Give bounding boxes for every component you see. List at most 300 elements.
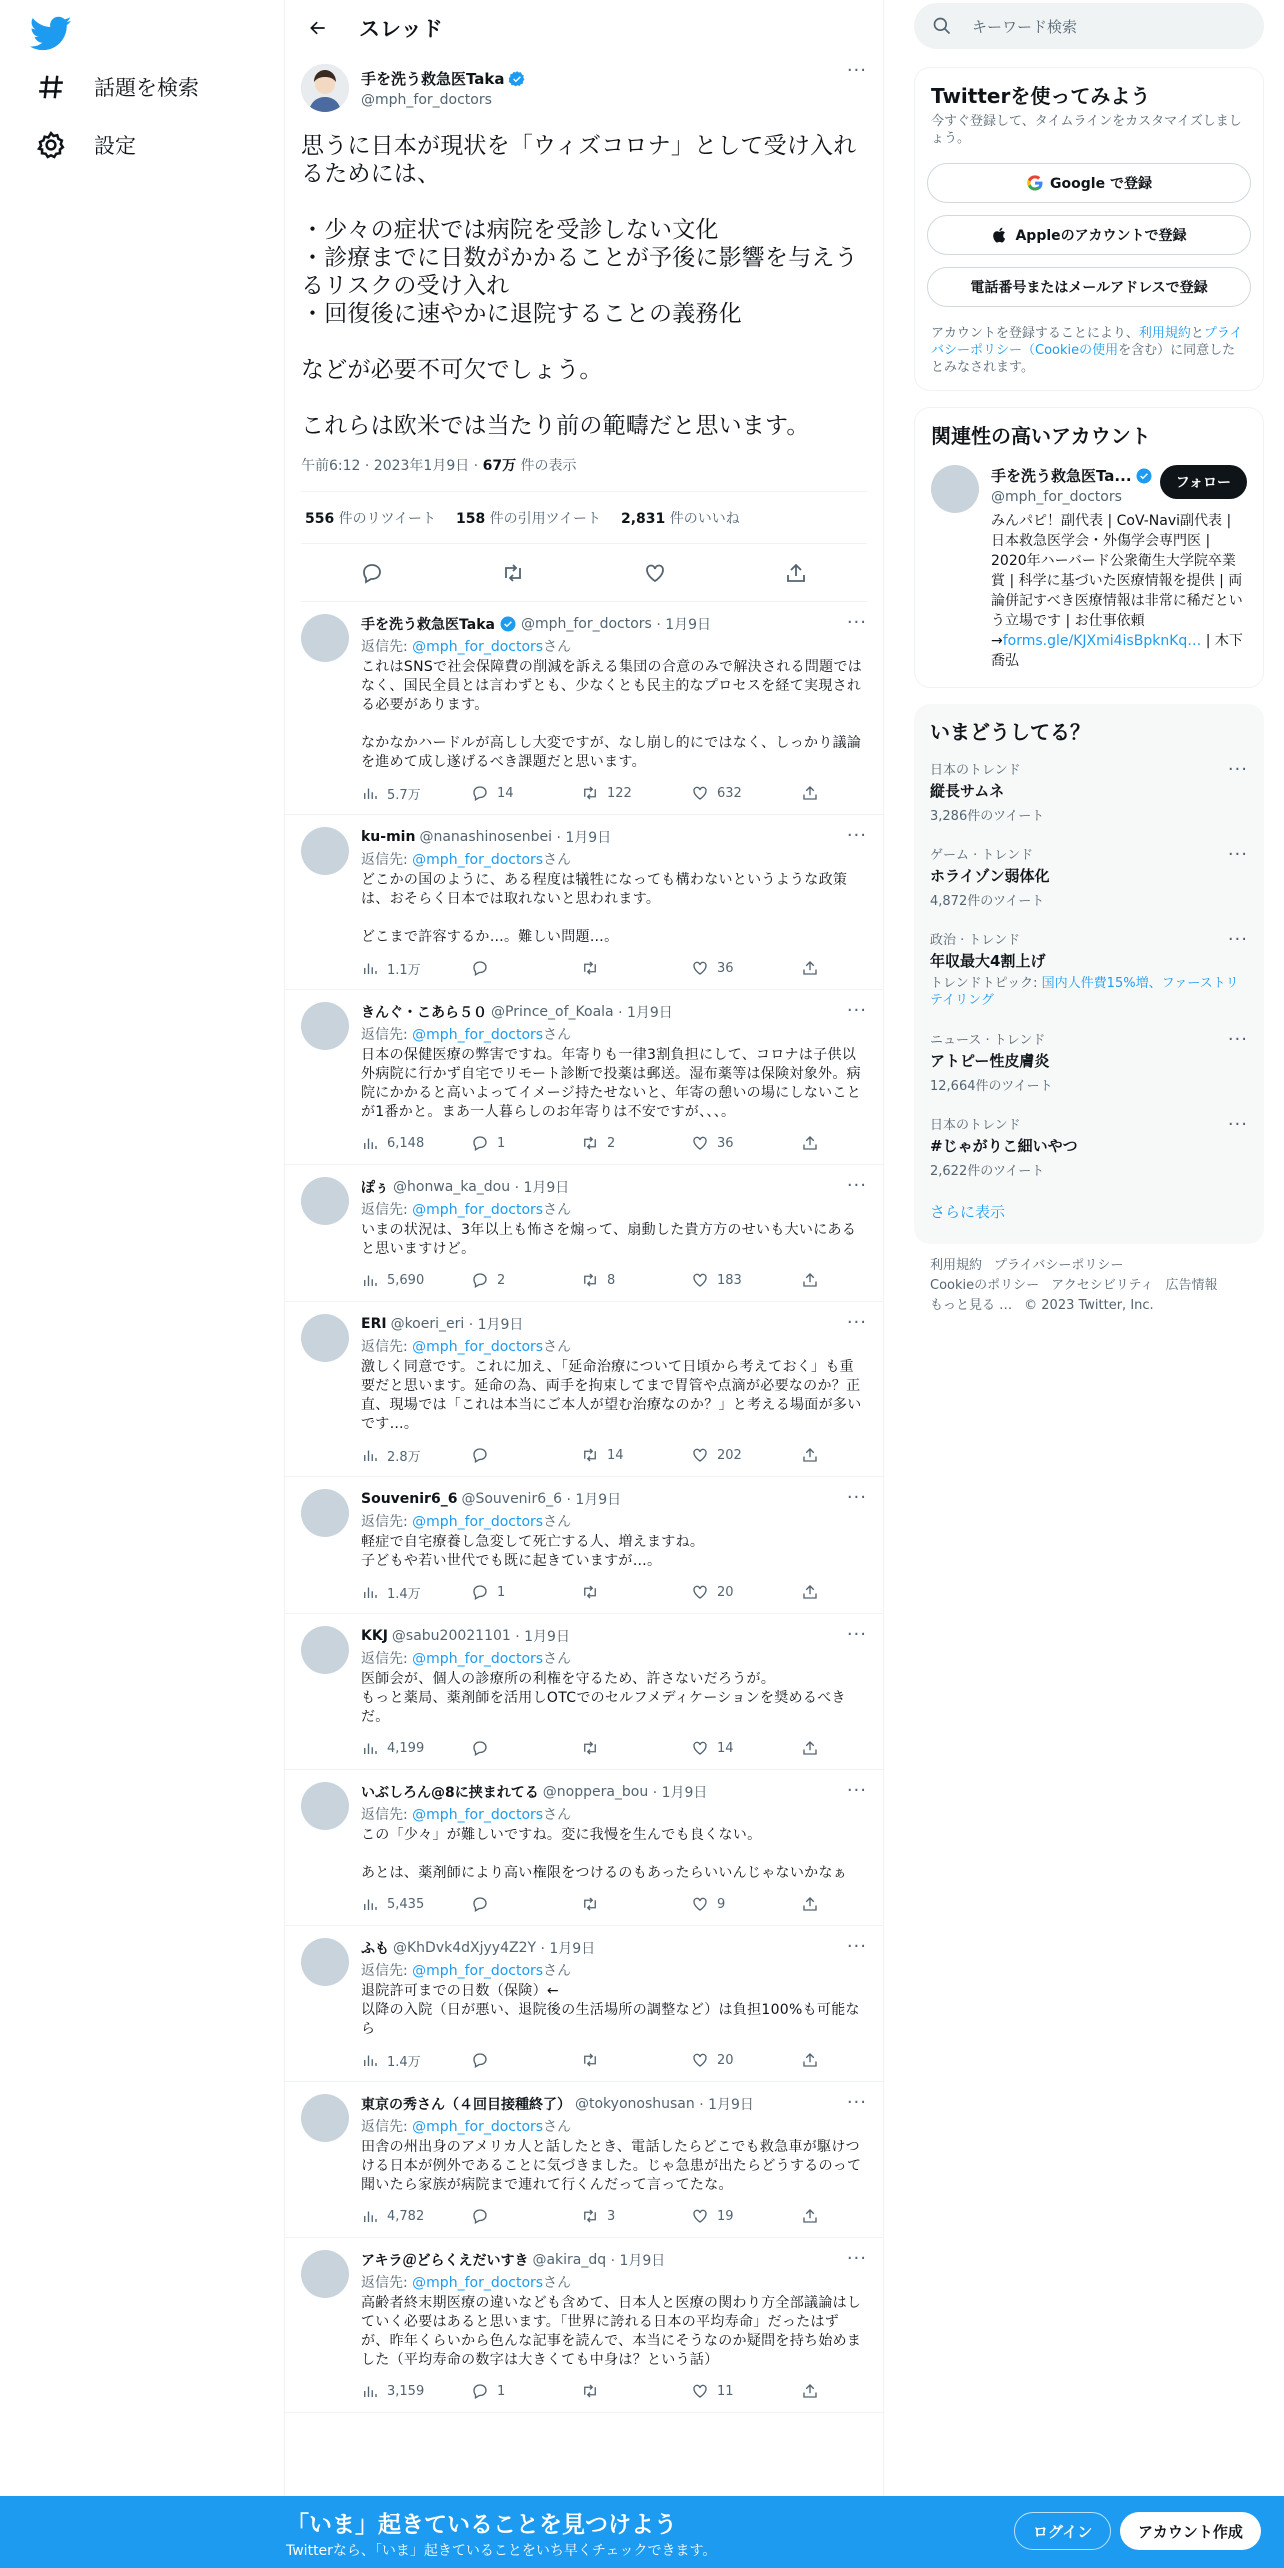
search-placeholder: キーワード検索 xyxy=(972,17,1078,36)
reply-author-name[interactable]: ERI xyxy=(361,1316,387,1332)
reply-to: 返信先: @mph_for_doctorsさん xyxy=(361,1514,572,1530)
views-action[interactable]: 4,782 xyxy=(361,2207,471,2225)
reply-action[interactable] xyxy=(471,2207,581,2225)
retweet-action[interactable]: 8 xyxy=(581,1271,691,1289)
reply-actions xyxy=(361,1122,867,1164)
reply-icon xyxy=(471,1739,489,1757)
views-action[interactable]: 5,435 xyxy=(361,1895,471,1913)
reply-actions xyxy=(361,1883,867,1925)
share-icon xyxy=(801,2051,819,2069)
reply-to-link[interactable]: @mph_for_doctors xyxy=(412,1963,544,1979)
related-accounts-card xyxy=(914,407,1264,688)
reply-author-name[interactable]: きんぐ・こあら５０ xyxy=(361,1005,487,1021)
retweet-icon xyxy=(581,2382,599,2400)
trend-item[interactable] xyxy=(930,1019,1248,1104)
reply-action[interactable]: 1 xyxy=(471,1134,581,1152)
trend-topic: トレンドトピック: 国内人件費15%増、ファーストリテイリング xyxy=(930,976,1239,1008)
nav-settings[interactable] xyxy=(26,119,146,171)
footer-link[interactable]: Cookieのポリシー xyxy=(930,1278,1040,1293)
signup-button[interactable]: アカウント作成 xyxy=(1120,2512,1261,2550)
reply-text: 退院許可までの日数（保険）← 以降の入院（日が悪い、退院後の生活場所の調整など）は負担100%も可能なら xyxy=(361,1983,860,2037)
share-action[interactable] xyxy=(801,2207,841,2225)
retweet-action[interactable] xyxy=(581,2382,691,2400)
reply-icon xyxy=(471,1271,489,1289)
reply-actions xyxy=(361,1727,867,1769)
reply-text: これはSNSで社会保障費の削減を訴える集団の合意のみで解決される問題ではなく、国民全員とは言わずとも、少なくとも民主的なプロセスを経て実現される必要があります。 なかなかハードルが高しし大変ですが、なし崩し的にではなく、しっかり議論を進めて成し遂げるべき課題だと思います。 xyxy=(361,659,863,770)
author-name[interactable]: 手を洗う救急医Taka xyxy=(361,70,505,88)
retweet-action[interactable]: 14 xyxy=(581,1446,691,1464)
apple-icon xyxy=(991,226,1009,244)
retweet-action[interactable]: 3 xyxy=(581,2207,691,2225)
signup-title: Twitterを使ってみよう xyxy=(931,84,1151,108)
reply-icon xyxy=(471,1583,489,1601)
reply-tweet[interactable] xyxy=(285,2238,883,2413)
like-icon xyxy=(691,1583,709,1601)
like-action[interactable]: 20 xyxy=(691,1583,801,1601)
avatar[interactable] xyxy=(301,827,349,875)
follow-button[interactable]: フォロー xyxy=(1160,465,1247,499)
retweet-action[interactable] xyxy=(581,1739,691,1757)
trend-item[interactable] xyxy=(930,1104,1248,1189)
trend-item[interactable] xyxy=(930,749,1248,834)
retweet-icon[interactable] xyxy=(501,561,525,585)
like-action[interactable]: 11 xyxy=(691,2382,801,2400)
trend-name: アトピー性皮膚炎 xyxy=(930,1052,1050,1070)
reply-author-name[interactable]: Souvenir6_6 xyxy=(361,1491,458,1507)
like-icon xyxy=(691,1271,709,1289)
analytics-icon xyxy=(361,1583,379,1601)
author-handle[interactable]: @mph_for_doctors xyxy=(361,92,492,108)
trend-name: 年収最大4割上げ xyxy=(930,952,1046,970)
reply-to-link[interactable]: @mph_for_doctors xyxy=(412,1339,544,1355)
search-input[interactable] xyxy=(914,3,1264,49)
privacy-link[interactable]: プライバシーポリシー（Cookieの使用 xyxy=(931,326,1243,358)
reply-text: 日本の保健医療の弊害ですね。年寄りも一律3割負担にして、コロナは子供以外病院に行かず自宅でリモート診断で投薬は郵送。湿布薬等は保険対象外。病院にかかると高いよってイメージ持たせないと、年寄の憩いの場にしないことが1番かと。まあ一人暮らしのお年寄りは不安ですが、、、。 xyxy=(361,1047,862,1120)
avatar[interactable] xyxy=(301,614,349,662)
reply-text: いまの状況は、3年以上も怖さを煽って、扇動した貴方方のせいも大いにあると思いますけど。 xyxy=(361,1222,857,1257)
share-action[interactable] xyxy=(801,959,841,977)
reply-handle[interactable]: @mph_for_doctors xyxy=(520,616,652,632)
google-icon xyxy=(1026,174,1044,192)
trend-count: 4,872件のツイート xyxy=(930,894,1045,909)
reply-to-link[interactable]: @mph_for_doctors xyxy=(412,852,544,868)
avatar[interactable] xyxy=(301,1314,349,1362)
share-action[interactable] xyxy=(801,2051,841,2069)
like-action[interactable]: 202 xyxy=(691,1446,801,1464)
retweet-icon xyxy=(581,1583,599,1601)
reply-actions xyxy=(361,1571,867,1613)
reply-date[interactable]: · 1月9日 xyxy=(652,1785,708,1801)
reply-to: 返信先: @mph_for_doctorsさん xyxy=(361,1202,572,1218)
share-icon xyxy=(801,1134,819,1152)
reply-to-link[interactable]: @mph_for_doctors xyxy=(412,1027,544,1043)
retweet-action[interactable]: 122 xyxy=(581,784,691,802)
views-action[interactable]: 1.4万 xyxy=(361,1583,471,1602)
focused-tweet xyxy=(285,56,883,602)
reply-actions xyxy=(361,772,867,814)
reply-author-name[interactable]: ぽぅ xyxy=(361,1180,389,1196)
footer-links xyxy=(914,1256,1264,1316)
analytics-icon xyxy=(361,1446,379,1464)
like-action[interactable]: 19 xyxy=(691,2207,801,2225)
avatar[interactable] xyxy=(301,64,349,112)
like-icon xyxy=(691,2051,709,2069)
share-action[interactable] xyxy=(801,784,841,802)
reply-date[interactable]: · 1月9日 xyxy=(540,1941,596,1957)
reply-tweet[interactable] xyxy=(285,815,883,990)
reply-tweet[interactable] xyxy=(285,1926,883,2082)
reply-tweet[interactable] xyxy=(285,1302,883,1477)
reply-handle[interactable]: @Souvenir6_6 xyxy=(461,1491,563,1507)
reply-handle[interactable]: @noppera_bou xyxy=(542,1784,649,1800)
reply-date[interactable]: · 1月9日 xyxy=(514,1180,570,1196)
avatar[interactable] xyxy=(301,1626,349,1674)
reply-icon xyxy=(471,784,489,802)
reply-to-link[interactable]: @mph_for_doctors xyxy=(412,639,544,655)
more-options-icon[interactable]: ··· xyxy=(846,1175,867,1196)
share-icon xyxy=(801,1739,819,1757)
more-options-icon[interactable]: ··· xyxy=(1227,1114,1248,1135)
reply-handle[interactable]: @honwa_ka_dou xyxy=(393,1179,511,1195)
share-icon xyxy=(801,1271,819,1289)
avatar[interactable] xyxy=(301,1782,349,1830)
reply-to-link[interactable]: @mph_for_doctors xyxy=(412,1807,544,1823)
more-options-icon[interactable]: ··· xyxy=(1227,759,1248,780)
related-name[interactable]: 手を洗う救急医Ta... xyxy=(991,467,1132,485)
more-options-icon[interactable]: ··· xyxy=(846,1780,867,1801)
more-options-icon[interactable]: ··· xyxy=(846,1312,867,1333)
reply-tweet[interactable] xyxy=(285,990,883,1165)
reply-handle[interactable]: @tokyonoshusan xyxy=(575,2096,695,2112)
analytics-icon xyxy=(361,2382,379,2400)
like-action[interactable]: 36 xyxy=(691,959,801,977)
reply-actions xyxy=(361,2039,867,2081)
tweet-meta xyxy=(301,455,867,492)
reply-icon xyxy=(471,959,489,977)
share-icon xyxy=(801,1895,819,1913)
like-icon xyxy=(691,959,709,977)
trend-category: 政治 · トレンド xyxy=(930,933,1021,948)
reply-icon[interactable] xyxy=(360,561,384,585)
share-action[interactable] xyxy=(801,1271,841,1289)
reply-date[interactable]: · 1月9日 xyxy=(656,617,712,633)
reply-tweet[interactable] xyxy=(285,1614,883,1770)
retweet-icon xyxy=(581,784,599,802)
share-icon[interactable] xyxy=(784,561,808,585)
analytics-icon xyxy=(361,2207,379,2225)
verified-badge-icon xyxy=(508,70,526,88)
like-action[interactable]: 14 xyxy=(691,1739,801,1757)
nav-explore[interactable] xyxy=(26,61,209,113)
reply-tweet[interactable] xyxy=(285,2082,883,2238)
reply-action[interactable] xyxy=(471,959,581,977)
reply-action[interactable]: 2 xyxy=(471,1271,581,1289)
reply-to: 返信先: @mph_for_doctorsさん xyxy=(361,1963,572,1979)
more-options-icon[interactable]: ··· xyxy=(846,1487,867,1508)
avatar[interactable] xyxy=(301,1177,349,1225)
retweets-stat[interactable]: 556 件のリツイート xyxy=(305,510,436,527)
share-action[interactable] xyxy=(801,1895,841,1913)
bio-link[interactable]: forms.gle/KJXmi4isBpknKq… xyxy=(1002,633,1202,649)
reply-tweet[interactable] xyxy=(285,602,883,815)
like-action[interactable]: 632 xyxy=(691,784,801,802)
trend-category: 日本のトレンド xyxy=(930,763,1021,778)
reply-handle[interactable]: @nanashinosenbei xyxy=(419,829,553,845)
reply-actions xyxy=(361,947,867,989)
reply-date[interactable]: · 1月9日 xyxy=(610,2253,666,2269)
footer-link[interactable]: プライバシーポリシー xyxy=(994,1258,1124,1273)
reply-action[interactable]: 14 xyxy=(471,784,581,802)
like-icon[interactable] xyxy=(643,561,667,585)
reply-text: 激しく同意です。これに加え、「延命治療について日頃から考えておく」も重要だと思います。延命の為、両手を拘束してまで胃管や点滴が必要なのか？正直、現場では「これは本当にご本人が望む治療なのか？」と考える場面が多いです…。 xyxy=(361,1359,862,1432)
reply-to-link[interactable]: @mph_for_doctors xyxy=(412,2275,544,2291)
related-bio: みんパピ！副代表 | CoV-Navi副代表 | 日本救急医学会・外傷学会専門医 | 2020年ハーバード公衆衛生大学院卒業賞 | 科学に基づいた医療情報を提供 | 両論併記すべき医療情報は非常に稀だという立場です | お仕事依頼→forms.gle/KJXmi4isBpknKq… | 木下喬弘 xyxy=(991,513,1243,669)
reply-tweet[interactable] xyxy=(285,1165,883,1302)
views-action[interactable]: 5,690 xyxy=(361,1271,471,1289)
share-action[interactable] xyxy=(801,1446,841,1464)
avatar[interactable] xyxy=(301,2094,349,2142)
terms-link[interactable]: 利用規約 xyxy=(1138,326,1191,341)
trend-name: ホライゾン弱体化 xyxy=(930,867,1050,885)
footer-link[interactable]: アクセシビリティ xyxy=(1051,1278,1154,1293)
reply-icon xyxy=(471,1895,489,1913)
phone-email-signup-button[interactable]: 電話番号またはメールアドレスで登録 xyxy=(927,267,1251,307)
avatar[interactable] xyxy=(301,2250,349,2298)
login-button[interactable]: ログイン xyxy=(1014,2512,1111,2550)
reply-action[interactable] xyxy=(471,1895,581,1913)
more-options-icon[interactable]: ··· xyxy=(846,1000,867,1021)
related-account[interactable] xyxy=(931,465,1247,671)
reply-to: 返信先: @mph_for_doctorsさん xyxy=(361,2275,572,2291)
share-action[interactable] xyxy=(801,1583,841,1601)
tweet-text: 思うに日本が現状を「ウィズコロナ」として受け入れるためには、 ・少々の症状では病院を受診しない文化 ・診療までに日数がかかることが予後に影響を与えうるリスクの受け入れ ・回復後に速やかに退院することの義務化 などが必要不可欠でしょう。 これらは欧米では当たり前の範疇だと思います。 xyxy=(301,133,858,439)
share-icon xyxy=(801,1583,819,1601)
retweet-icon xyxy=(581,1895,599,1913)
trend-item[interactable] xyxy=(930,919,1248,1019)
share-action[interactable] xyxy=(801,1739,841,1757)
reply-actions xyxy=(361,2195,867,2237)
avatar[interactable] xyxy=(301,1002,349,1050)
like-icon xyxy=(691,2382,709,2400)
reply-to: 返信先: @mph_for_doctorsさん xyxy=(361,2119,572,2135)
retweet-icon xyxy=(581,959,599,977)
related-handle[interactable]: @mph_for_doctors xyxy=(991,489,1122,505)
reply-action[interactable]: 1 xyxy=(471,1583,581,1601)
footer-link[interactable]: 広告情報 xyxy=(1165,1278,1218,1293)
analytics-icon xyxy=(361,1895,379,1913)
reply-date[interactable]: · 1月9日 xyxy=(556,830,612,846)
more-options-icon[interactable]: ··· xyxy=(846,825,867,846)
share-icon xyxy=(801,959,819,977)
trend-item[interactable] xyxy=(930,834,1248,919)
avatar[interactable] xyxy=(931,465,979,513)
trend-count: 3,286件のツイート xyxy=(930,809,1045,824)
avatar[interactable] xyxy=(301,1938,349,1986)
footer-link[interactable]: もっと見る … xyxy=(930,1298,1013,1313)
like-icon xyxy=(691,1895,709,1913)
quotes-stat[interactable]: 158 件の引用ツイート xyxy=(455,510,601,527)
reply-handle[interactable]: @sabu20021101 xyxy=(391,1628,511,1644)
trend-category: 日本のトレンド xyxy=(930,1118,1021,1133)
more-options-icon[interactable]: ··· xyxy=(846,60,867,81)
reply-to: 返信先: @mph_for_doctorsさん xyxy=(361,1651,572,1667)
retweet-action[interactable] xyxy=(581,1895,691,1913)
like-icon xyxy=(691,1739,709,1757)
search-icon xyxy=(932,16,952,36)
reply-author-name[interactable]: アキラ＠どらくえだいすき xyxy=(361,2253,529,2269)
reply-date[interactable]: · 1月9日 xyxy=(566,1492,622,1508)
reply-text: 医師会が、個人の診療所の利権を守るため、許さないだろうが。 もっと薬局、薬剤師を活用しOTCでのセルフメディケーションを奨めるべきだ。 xyxy=(361,1671,846,1725)
analytics-icon xyxy=(361,1739,379,1757)
reply-handle[interactable]: @Prince_of_Koala xyxy=(491,1004,614,1020)
reply-tweet[interactable] xyxy=(285,1477,883,1614)
reply-actions xyxy=(361,1434,867,1476)
more-options-icon[interactable]: ··· xyxy=(846,1936,867,1957)
more-options-icon[interactable]: ··· xyxy=(846,2248,867,2269)
views-action[interactable]: 1.1万 xyxy=(361,959,471,978)
tweet-stats xyxy=(301,492,867,544)
footer-link[interactable]: 利用規約 xyxy=(930,1258,983,1273)
reply-handle[interactable]: @akira_dq xyxy=(532,2252,607,2268)
main-column xyxy=(284,0,884,2568)
analytics-icon xyxy=(361,2051,379,2069)
thread-header xyxy=(285,0,883,56)
views-count: 67万 xyxy=(482,458,517,474)
retweet-action[interactable] xyxy=(581,959,691,977)
reply-icon xyxy=(471,1446,489,1464)
retweet-icon xyxy=(581,1271,599,1289)
reply-date[interactable]: · 1月9日 xyxy=(699,2097,754,2113)
reply-author-name[interactable]: ふも xyxy=(361,1941,389,1957)
nav-settings-label: 設定 xyxy=(94,134,136,158)
reply-to: 返信先: @mph_for_doctorsさん xyxy=(361,1027,572,1043)
reply-icon xyxy=(471,2382,489,2400)
avatar[interactable] xyxy=(301,1489,349,1537)
trends-title: いまどうしてる？ xyxy=(930,720,1090,744)
like-action[interactable]: 183 xyxy=(691,1271,801,1289)
reply-author-name[interactable]: いぶしろん@8に挟まれてる xyxy=(361,1785,539,1801)
bottom-title: 「いま」起きていることを見つけよう xyxy=(286,2512,677,2538)
gear-icon xyxy=(36,130,66,160)
footer-link[interactable]: © 2023 Twitter, Inc. xyxy=(1024,1298,1154,1313)
apple-signup-button[interactable]: Appleのアカウントで登録 xyxy=(927,215,1251,255)
views-label: 件の表示 xyxy=(516,458,577,474)
views-action[interactable]: 1.4万 xyxy=(361,2051,471,2070)
reply-date[interactable]: · 1月9日 xyxy=(618,1005,673,1021)
likes-stat[interactable]: 2,831 件のいいね xyxy=(620,510,740,527)
reply-tweet[interactable] xyxy=(285,1770,883,1926)
reply-text: 高齢者終末期医療の違いなども含めて、日本人と医療の関わり方全部議論はしていく必要はあると思います。「世界に誇れる日本の平均寿命」だったはずが、昨年くらいから色んな記事を読んで、本当にそうなのか疑問を持ち始めました（平均寿命の数字は大きくても中身は？という話） xyxy=(361,2295,862,2368)
arrow-left-icon xyxy=(308,18,328,38)
reply-to: 返信先: @mph_for_doctorsさん xyxy=(361,1807,572,1823)
views-action[interactable]: 4,199 xyxy=(361,1739,471,1757)
reply-action[interactable]: 1 xyxy=(471,2382,581,2400)
reply-handle[interactable]: @koeri_eri xyxy=(390,1316,465,1332)
more-options-icon[interactable]: ··· xyxy=(1227,929,1248,950)
reply-to: 返信先: @mph_for_doctorsさん xyxy=(361,1339,572,1355)
left-nav xyxy=(0,0,282,2568)
analytics-icon xyxy=(361,959,379,977)
reply-handle[interactable]: @KhDvk4dXjyy4Z2Y xyxy=(393,1940,537,1956)
reply-text: 軽症で自宅療養し急変して死亡する人、増えますね。 子どもや若い世代でも既に起きていますが…。 xyxy=(361,1534,705,1569)
like-icon xyxy=(691,2207,709,2225)
signup-card xyxy=(914,67,1264,391)
trend-category: ニュース · トレンド xyxy=(930,1033,1046,1048)
tweet-actions xyxy=(301,544,867,602)
verified-badge-icon xyxy=(499,615,517,633)
trends-card xyxy=(914,704,1264,1244)
reply-icon xyxy=(471,2207,489,2225)
reply-author-name[interactable]: ku-min xyxy=(361,829,416,845)
retweet-icon xyxy=(581,1446,599,1464)
views-action[interactable]: 6,148 xyxy=(361,1134,471,1152)
hashtag-icon xyxy=(36,72,66,102)
retweet-icon xyxy=(581,2207,599,2225)
like-action[interactable]: 9 xyxy=(691,1895,801,1913)
more-options-icon[interactable]: ··· xyxy=(1227,844,1248,865)
reply-date[interactable]: · 1月9日 xyxy=(515,1629,570,1645)
reply-to-link[interactable]: @mph_for_doctors xyxy=(412,1651,544,1667)
google-signup-button[interactable]: Google で登録 xyxy=(927,163,1251,203)
page-title: スレッド xyxy=(359,17,443,41)
reply-to: 返信先: @mph_for_doctorsさん xyxy=(361,639,572,655)
reply-to-link[interactable]: @mph_for_doctors xyxy=(412,2119,544,2135)
reply-author-name[interactable]: 東京の秀さん（４回目接種終了） xyxy=(361,2097,571,2113)
retweet-icon xyxy=(581,2051,599,2069)
twitter-logo-icon[interactable] xyxy=(30,12,72,54)
reply-icon xyxy=(471,2051,489,2069)
more-options-icon[interactable]: ··· xyxy=(846,1624,867,1645)
share-icon xyxy=(801,1446,819,1464)
more-options-icon[interactable]: ··· xyxy=(846,612,867,633)
reply-to-link[interactable]: @mph_for_doctors xyxy=(412,1514,544,1530)
trend-name: #じゃがりこ細いやつ xyxy=(930,1137,1078,1155)
terms-text: アカウントを登録することにより、利用規約とプライバシーポリシー（Cookieの使用を含む）に同意したとみなされます。 xyxy=(931,326,1243,375)
reply-author-name[interactable]: 手を洗う救急医Taka xyxy=(361,617,495,633)
more-options-icon[interactable]: ··· xyxy=(846,2092,867,2113)
like-action[interactable]: 20 xyxy=(691,2051,801,2069)
reply-to-link[interactable]: @mph_for_doctors xyxy=(412,1202,544,1218)
share-icon xyxy=(801,2382,819,2400)
analytics-icon xyxy=(361,1271,379,1289)
reply-text: 田舎の州出身のアメリカ人と話したとき、電話したらどこでも救急車が駆けつける日本が例外であることに気づきました。じゃ急患が出たらどうするのって聞いたら家族が病院まで連れて行くんだって言ってたな。 xyxy=(361,2139,862,2193)
reply-action[interactable] xyxy=(471,2051,581,2069)
reply-action[interactable] xyxy=(471,1739,581,1757)
views-action[interactable]: 3,159 xyxy=(361,2382,471,2400)
share-icon xyxy=(801,2207,819,2225)
views-action[interactable]: 5.7万 xyxy=(361,784,471,803)
trend-count: 2,622件のツイート xyxy=(930,1164,1045,1179)
trend-topic-link[interactable]: 国内人件費15%増、ファーストリテイリング xyxy=(930,976,1239,1008)
show-more-link[interactable]: さらに表示 xyxy=(930,1203,1006,1221)
retweet-action[interactable]: 2 xyxy=(581,1134,691,1152)
tweet-time[interactable]: 午前6:12 · 2023年1月9日 · xyxy=(301,458,483,474)
reply-date[interactable]: · 1月9日 xyxy=(468,1317,524,1333)
share-action[interactable] xyxy=(801,2382,841,2400)
reply-actions xyxy=(361,1259,867,1301)
trend-count: 12,664件のツイート xyxy=(930,1079,1053,1094)
share-action[interactable] xyxy=(801,1134,841,1152)
reply-action[interactable] xyxy=(471,1446,581,1464)
back-button[interactable] xyxy=(301,11,335,45)
reply-author-name[interactable]: KKJ xyxy=(361,1628,388,1644)
more-options-icon[interactable]: ··· xyxy=(1227,1029,1248,1050)
like-action[interactable]: 36 xyxy=(691,1134,801,1152)
reply-text: どこかの国のように、ある程度は犠牲になっても構わないというような政策は、おそらく日本では取れないと思われます。 どこまで許容するか…。難しい問題…。 xyxy=(361,872,848,945)
views-action[interactable]: 2.8万 xyxy=(361,1446,471,1465)
retweet-action[interactable] xyxy=(581,1583,691,1601)
retweet-action[interactable] xyxy=(581,2051,691,2069)
